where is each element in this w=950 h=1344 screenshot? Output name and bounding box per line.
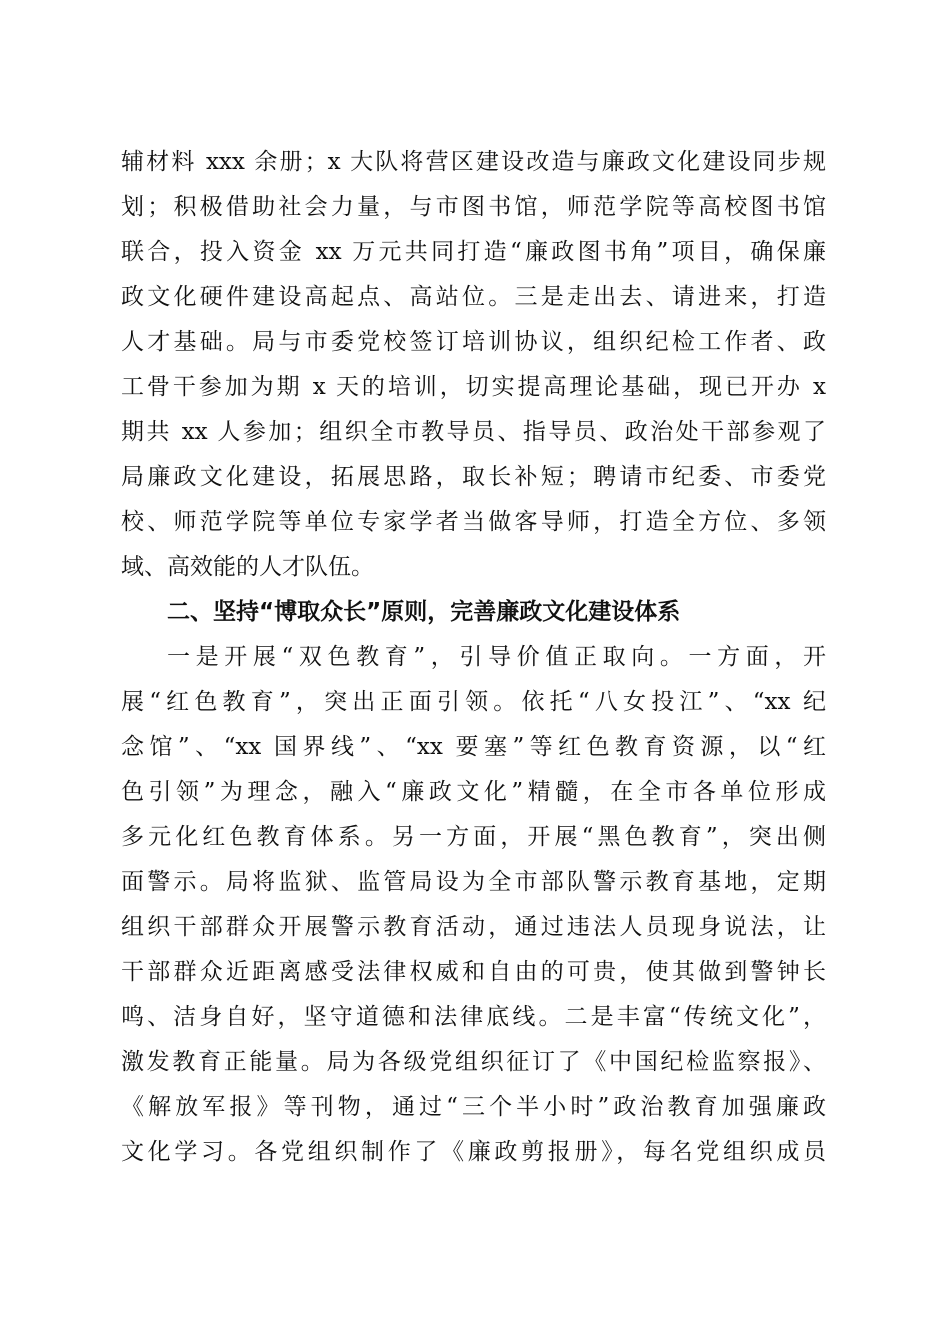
- paragraph-line: 《解放军报》等刊物，通过“三个半小时”政治教育加强廉政: [121, 1094, 826, 1120]
- paragraph-line: 划；积极借助社会力量，与市图书馆，师范学院等高校图书馆: [121, 194, 826, 220]
- paragraph-line: 展“红色教育”，突出正面引领。依托“八女投江”、“xx 纪: [121, 689, 826, 715]
- paragraph-line: 人才基础。局与市委党校签订培训协议，组织纪检工作者、政: [121, 329, 826, 355]
- paragraph-line: 干部群众近距离感受法律权威和自由的可贵，使其做到警钟长: [121, 959, 826, 985]
- paragraph-line: 一是开展“双色教育”，引导价值正取向。一方面，开: [167, 644, 826, 670]
- paragraph-line: 面警示。局将监狱、监管局设为全市部队警示教育基地，定期: [121, 869, 826, 895]
- paragraph-line: 辅材料 xxx 余册；x 大队将营区建设改造与廉政文化建设同步规: [121, 149, 826, 175]
- paragraph-line: 多元化红色教育体系。另一方面，开展“黑色教育”，突出侧: [121, 824, 826, 850]
- paragraph-line: 域、高效能的人才队伍。: [121, 554, 374, 580]
- paragraph-line: 局廉政文化建设，拓展思路，取长补短；聘请市纪委、市委党: [121, 464, 826, 490]
- paragraph-line: 工骨干参加为期 x 天的培训，切实提高理论基础，现已开办 x: [121, 374, 826, 400]
- paragraph-line: 校、师范学院等单位专家学者当做客导师，打造全方位、多领: [121, 509, 826, 535]
- paragraph-line: 期共 xx 人参加；组织全市教导员、指导员、政治处干部参观了: [121, 419, 826, 445]
- paragraph-line: 联合，投入资金 xx 万元共同打造“廉政图书角”项目，确保廉: [121, 239, 826, 265]
- body-text: [121, 140, 826, 1175]
- paragraph-line: 念馆”、“xx 国界线”、“xx 要塞”等红色教育资源，以“红: [121, 734, 826, 760]
- paragraph-line: 激发教育正能量。局为各级党组织征订了《中国纪检监察报》、: [121, 1049, 826, 1075]
- section-heading: 二、坚持“博取众长”原则，完善廉政文化建设体系: [167, 599, 681, 625]
- paragraph-line: 政文化硬件建设高起点、高站位。三是走出去、请进来，打造: [121, 284, 826, 310]
- paragraph-line: 文化学习。各党组织制作了《廉政剪报册》，每名党组织成员: [121, 1139, 826, 1165]
- paragraph-line: 鸣、洁身自好，坚守道德和法律底线。二是丰富“传统文化”，: [121, 1004, 826, 1030]
- paragraph-line: 色引领”为理念，融入“廉政文化”精髓，在全市各单位形成: [121, 779, 826, 805]
- paragraph-line: 组织干部群众开展警示教育活动，通过违法人员现身说法，让: [121, 914, 826, 940]
